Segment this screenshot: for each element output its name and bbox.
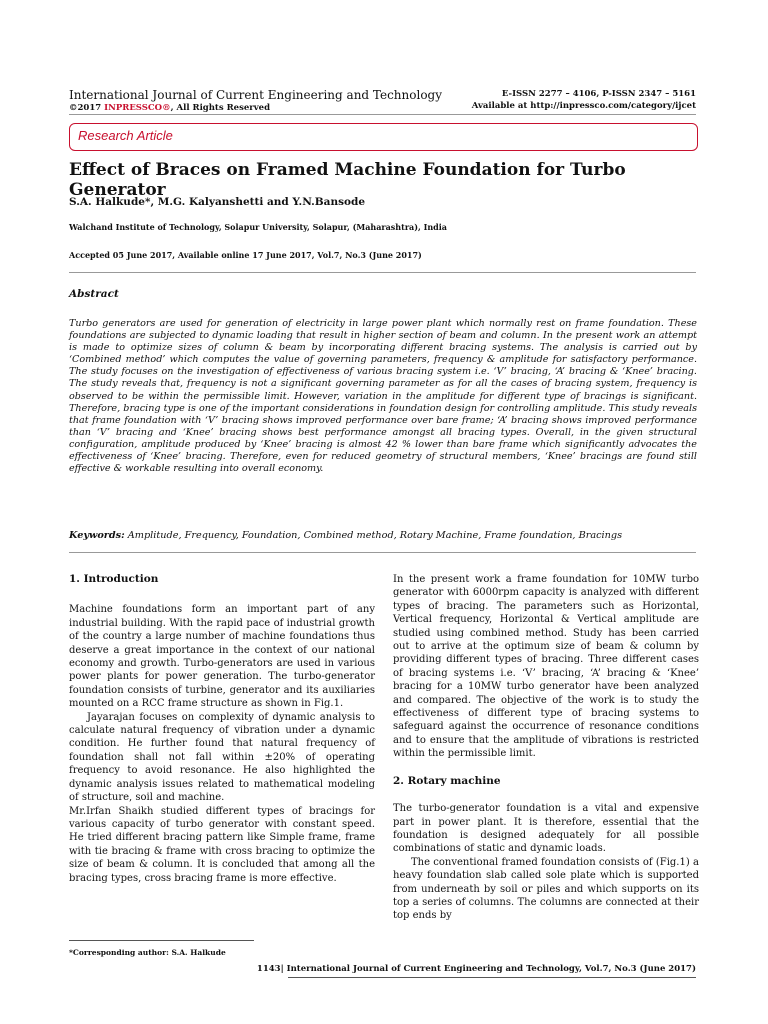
page-footer: 1143| International Journal of Current Engineering and Technology, Vol.7, No.3 (June 2017) (256, 964, 696, 974)
paragraph: The turbo-generator foundation is a vital and expensive part in power plant. It is therefore, essential that the foundation is designed adequately for all possible combinations of static and dynamic loads. (393, 803, 699, 855)
paragraph: Jayarajan focuses on complexity of dynamic analysis to calculate natural frequency of vibration under a dynamic condition. He further found that natural frequency of foundation shall not fall within ±20% of operating frequency to avoid resonance. He also highlighted the dynamic analysis issues related to mathematical modeling of structure, soil and machine. (69, 711, 375, 804)
issn-line: E-ISSN 2277 – 4106, P-ISSN 2347 – 5161 (501, 89, 696, 99)
journal-header (69, 88, 449, 114)
abstract-heading: Abstract (69, 288, 119, 300)
keywords-rule (69, 552, 696, 553)
publication-dates: Accepted 05 June 2017, Available online 17 June 2017, Vol.7, No.3 (June 2017) (69, 250, 422, 260)
availability-link[interactable]: Available at http://inpressco.com/category/ijcet (471, 101, 696, 111)
section-heading-introduction: 1. Introduction (69, 573, 159, 585)
article-type-label: Research Article (78, 128, 173, 143)
paragraph: Mr.Irfan Shaikh studied different types of bracings for various capacity of turbo generator with constant speed. He tried different bracing pattern like Simple frame, frame with tie bracing & frame with cross bracing to optimize the size of beam & column. It is concluded that among all the bracing types, cross bracing frame is more effective. (69, 805, 375, 884)
keywords-label: Keywords: (69, 530, 125, 541)
paragraph: In the present work a frame foundation for 10MW turbo generator with 6000rpm capacity is analyzed with different types of bracing. The parameters such as Horizontal, Vertical frequency, Horizontal & Vertical amplitude are studied using combined method. Study has been carried out to arrive at the optimum size of beam & column by providing different types of bracing. Three different cases of bracing systems i.e. ‘V’ bracing, ‘A’ bracing & ‘Knee’ bracing for a 10MW turbo generator have been analyzed and compared. The objective of the work is to study the effectiveness of different type of bracing systems to safeguard against the occurrence of resonance conditions and to ensure that the amplitude of vibrations is restricted within the permissible limit. (393, 574, 699, 760)
paragraph: The conventional framed foundation consists of (Fig.1) a heavy foundation slab called sole plate which is supported from underneath by soil or piles and which supports on its top a series of columns. The columns are connected at their top ends by (393, 856, 699, 922)
header-rule (69, 114, 696, 115)
footer-rule (288, 977, 696, 978)
affiliation: Walchand Institute of Technology, Solapur University, Solapur, (Maharashtra), India (69, 222, 447, 232)
abstract-text: Turbo generators are used for generation of electricity in large power plant which normally rest on frame foundation. These foundations are subjected to dynamic loading that result in higher section of beam and column. In the present work an attempt is made to optimize sizes of column & beam by incorporating different bracing systems. The analysis is carried out by ‘Combined method’ which computes the value of governing parameters, frequency & amplitude for satisfactory performance. The study focuses on the investigation of effectiveness of various bracing system i.e. ‘V’ bracing, ‘A’ bracing & ‘Knee’ bracing. The study reveals that, frequency is not a significant governing parameter as for all the cases of bracing system, frequency is observed to be within the permissible limit. However, variation in the amplitude for different type of bracings is significant. Therefore, bracing type is one of the important considerations in foundation design for controlling amplitude. This study reveals that frame foundation with ‘V’ bracing shows improved performance over bare frame; ‘A’ bracing shows improved performance than ‘V’ bracing and ‘Knee’ bracing shows best performance amongst all bracing types. Overall, in the given structural configuration, amplitude produced by ‘Knee’ bracing is almost 42 % lower than bare frame which significantly advocates the effectiveness of ‘Knee’ bracing. Therefore, even for reduced geometry of structural members, ‘Knee’ bracings are found still effective & workable resulting into overall economy. (69, 318, 697, 475)
paper-title: Effect of Braces on Framed Machine Foundation for Turbo Generator (69, 160, 626, 200)
copyright-prefix: ©2017 (69, 103, 105, 113)
publisher-name: INPRESSCO® (104, 103, 171, 113)
left-column (69, 573, 375, 885)
copyright-suffix: , All Rights Reserved (170, 103, 271, 113)
authors: S.A. Halkude*, M.G. Kalyanshetti and Y.N.Bansode (69, 196, 366, 208)
article-type-box (69, 123, 698, 151)
section-heading-rotary-machine: 2. Rotary machine (393, 774, 501, 787)
abstract-top-rule (69, 272, 696, 273)
right-column (393, 573, 699, 923)
journal-name: International Journal of Current Engineering and Technology (69, 88, 443, 102)
keywords-line (69, 530, 699, 541)
paragraph: Machine foundations form an important part of any industrial building. With the rapid pace of industrial growth of the country a large number of machine foundations thus deserve a great importance in the context of our national economy and growth. Turbo-generators are used in various power plants for power generation. The turbo-generator foundation consists of turbine, generator and its auxiliaries mounted on a RCC frame structure as shown in Fig.1. (69, 604, 375, 710)
issn-block (472, 88, 696, 112)
keywords-text: Amplitude, Frequency, Foundation, Combined method, Rotary Machine, Frame foundation, Bracings (124, 530, 623, 541)
copyright-line (69, 102, 449, 114)
corresponding-author-note: *Corresponding author: S.A. Halkude (69, 948, 226, 957)
footnote-rule (69, 940, 254, 941)
